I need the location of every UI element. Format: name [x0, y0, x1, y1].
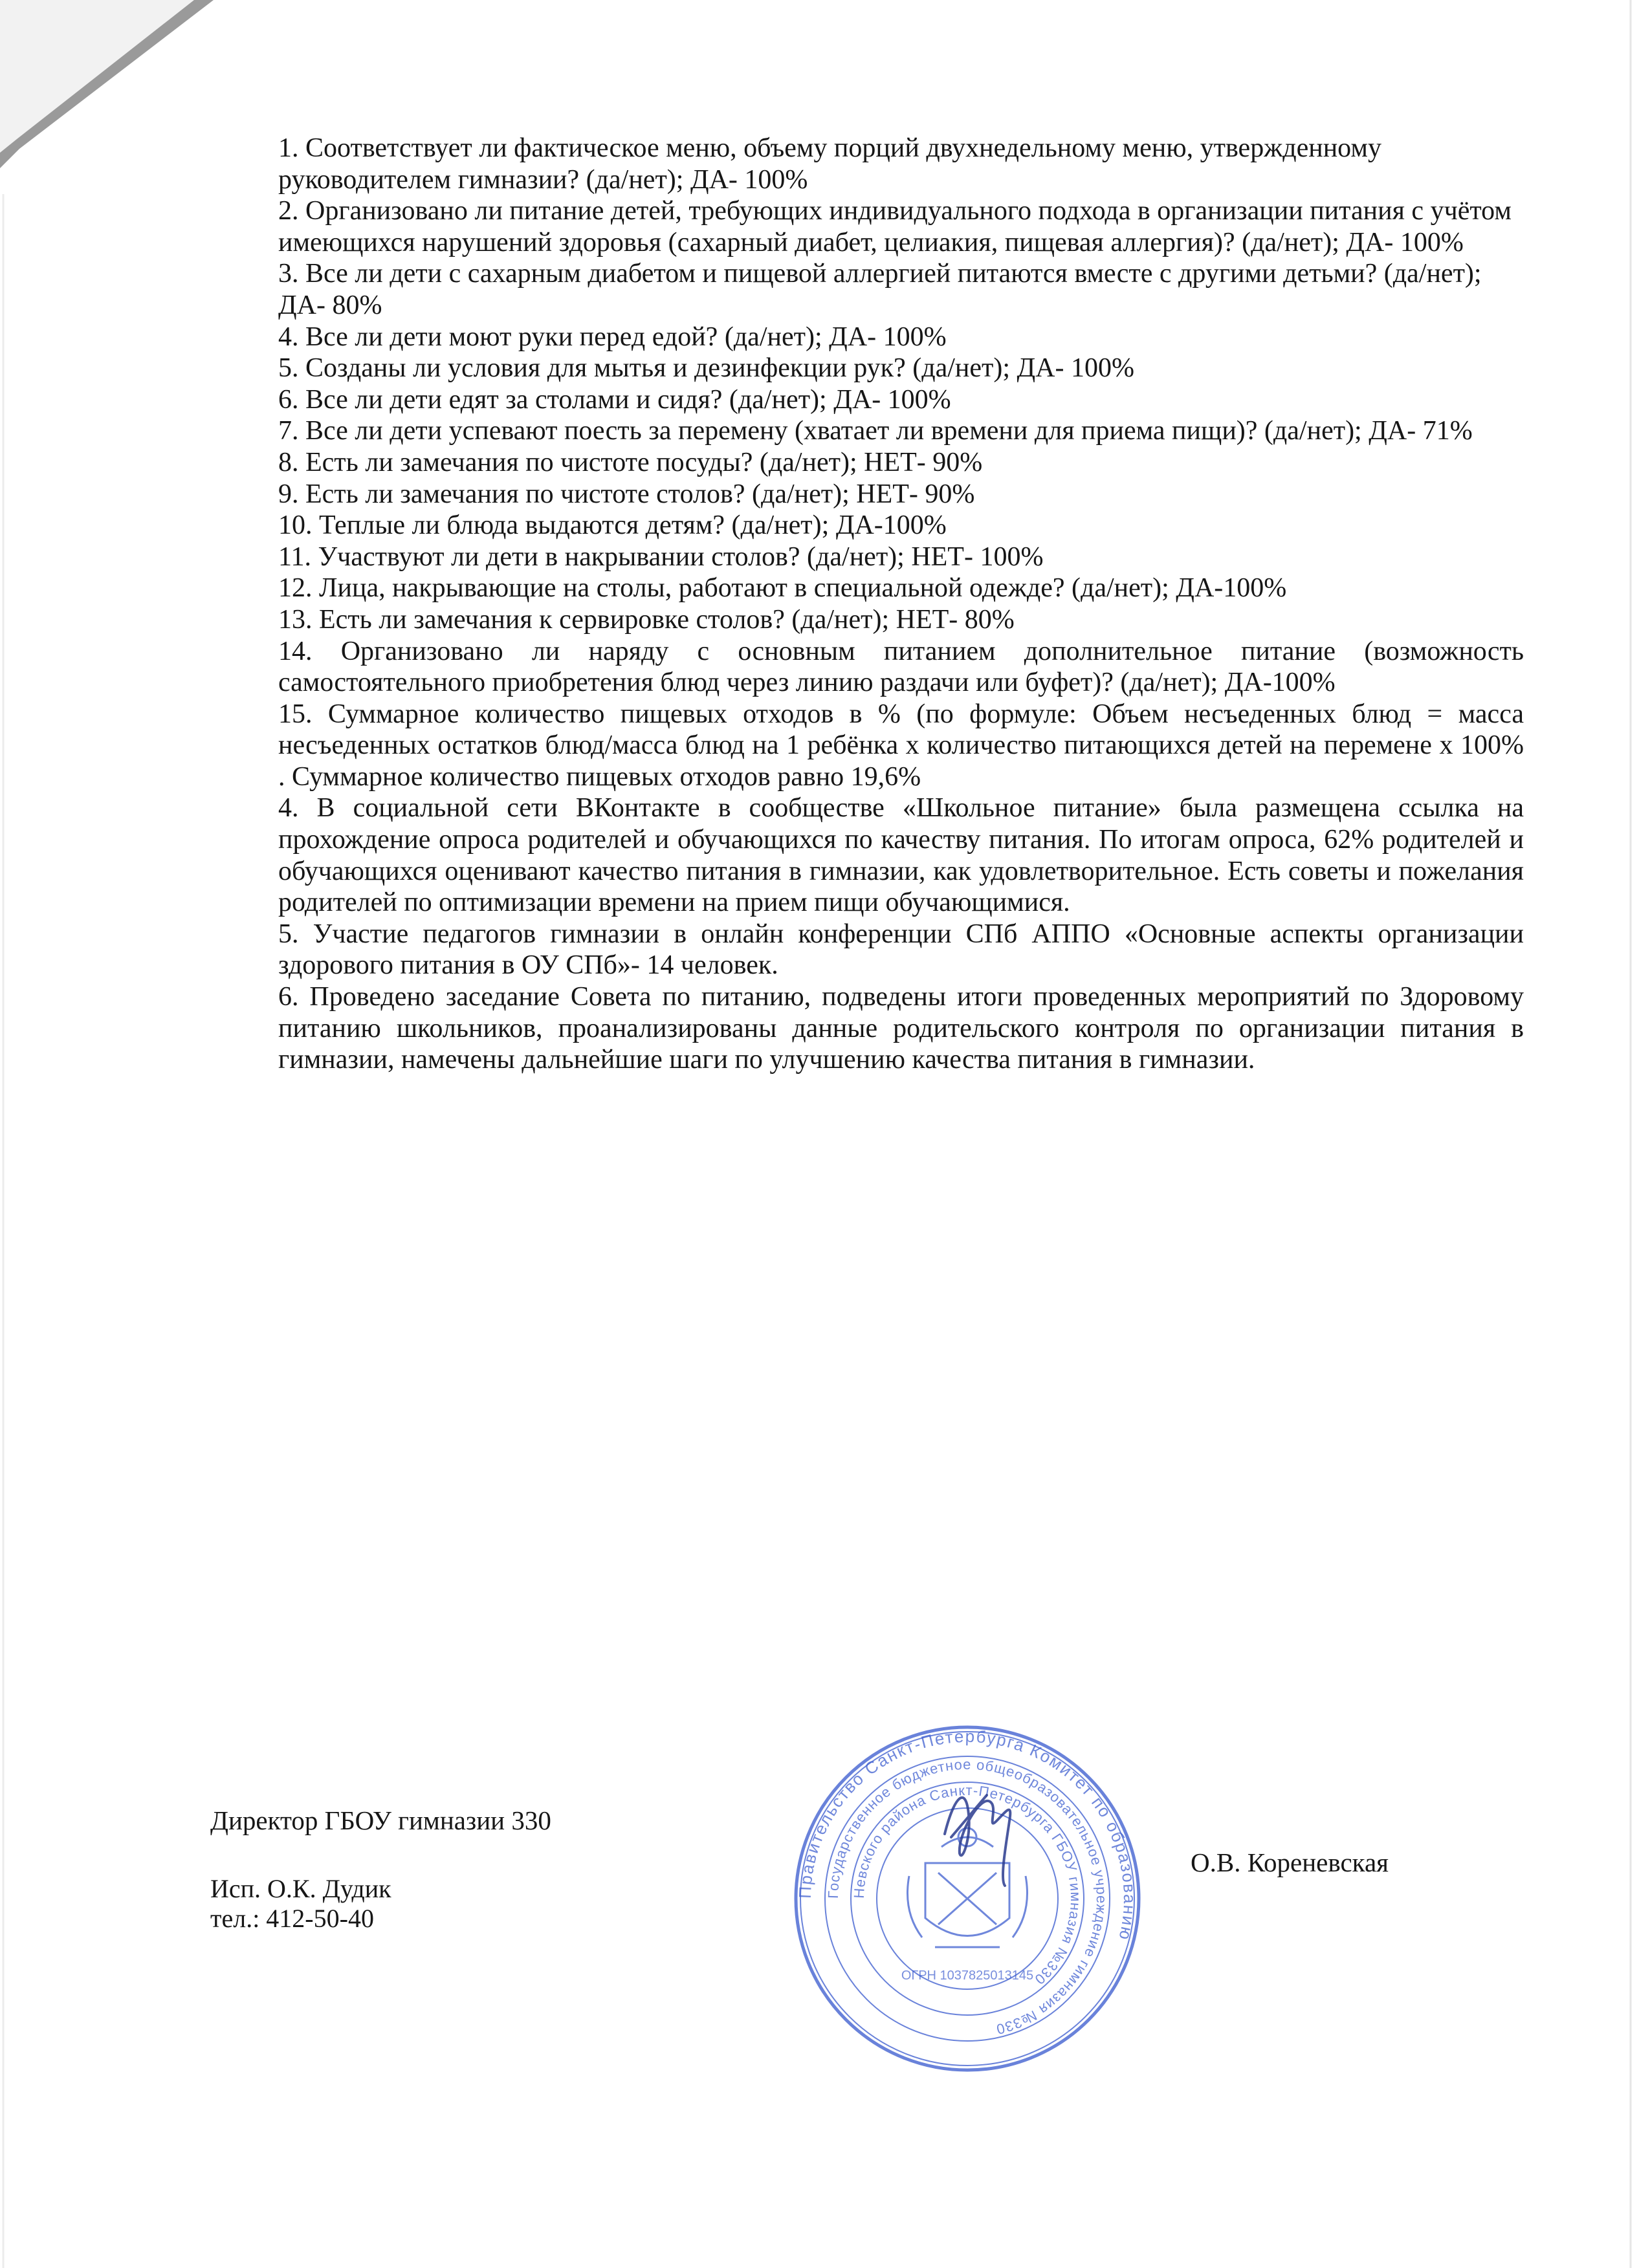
- paragraph-q11: 11. Участвуют ли дети в накрывании столов? (да/нет); НЕТ- 100%: [278, 541, 1044, 572]
- paragraph-q8: 8. Есть ли замечания по чистоте посуды? (да/нет); НЕТ- 90%: [278, 447, 983, 477]
- stamp-inner-text: Невского района Санкт-Петербурга ГБОУ гимназия №330: [850, 1782, 1084, 1989]
- stamp-middle-text: Государственное бюджетное общеобразовательное учреждение гимназия №330: [824, 1756, 1110, 2038]
- paragraph-q10: 10. Теплые ли блюда выдаются детям? (да/нет); ДА-100%: [278, 510, 947, 541]
- paragraph-q5: 5. Созданы ли условия для мытья и дезинфекции рук? (да/нет); ДА- 100%: [278, 353, 1134, 384]
- director-name: О.В. Кореневская: [1191, 1848, 1389, 1877]
- paragraph-q3: 3. Все ли дети с сахарным диабетом и пищевой аллергией питаются вместе с другими детьми? (да/нет); ДА- 80%: [278, 259, 1482, 320]
- executor-name: Исп. О.К. Дудик: [210, 1874, 391, 1903]
- paragraph-q13: 13. Есть ли замечания к сервировке столов? (да/нет); НЕТ- 80%: [278, 604, 1015, 635]
- stamp-ids-text: ОГРН 1037825013145: [901, 1968, 1034, 1983]
- paragraph-q1: 1. Соответствует ли фактическое меню, объему порций двухнедельному меню, утвержденному руководителем гимназии? (да/нет); ДА- 100%: [278, 133, 1381, 195]
- paragraph-survey: 4. В социальной сети ВКонтакте в сообществе «Школьное питание» была размещена ссылка на прохождение опроса родителей и обучающихся по качеству питания. По итогам опроса, 62% родителей и обучающихся оценивают качество питания в гимназии, как удовлетворительное. Есть советы и пожелания родителей по оптимизации времени на прием пищи обучающимися.: [278, 793, 1524, 918]
- paragraph-q7: 7. Все ли дети успевают поесть за перемену (хватает ли времени для приема пищи)? (да/нет); ДА- 71%: [278, 416, 1473, 446]
- document-body: [278, 133, 1524, 1076]
- paragraph-q14: 14. Организовано ли наряду с основным питанием дополнительное питание (возможность самостоятельного приобретения блюд через линию раздачи или буфет)? (да/нет); ДА-100%: [278, 636, 1524, 698]
- executor-phone: тел.: 412-50-40: [210, 1904, 374, 1933]
- official-stamp: [793, 1724, 1142, 2073]
- paragraph-q15: 15. Суммарное количество пищевых отходов в % (по формуле: Объем несъеденных блюд = масса несъеденных остатков блюд/масса блюд на 1 ребёнка х количество питающихся детей на перемене х 100% . Суммарное количество пищевых отходов равно 19,6%: [278, 699, 1524, 792]
- paragraph-q12: 12. Лица, накрывающие на столы, работают в специальной одежде? (да/нет); ДА-100%: [278, 573, 1287, 604]
- paragraph-q4: 4. Все ли дети моют руки перед едой? (да/нет); ДА- 100%: [278, 322, 947, 352]
- paragraph-q2: 2. Организовано ли питание детей, требующих индивидуального подхода в организации питания с учётом имеющихся нарушений здоровья (сахарный диабет, целиакия, пищевая аллергия)? (да/нет); ДА- 100%: [278, 196, 1512, 257]
- paragraph-council: 6. Проведено заседание Совета по питанию, подведены итоги проведенных мероприятий по Здоровому питанию школьников, проанализированы данные родительского контроля по организации питания в гимназии, намечены дальнейшие шаги по улучшению качества питания в гимназии.: [278, 982, 1524, 1075]
- paragraph-q9: 9. Есть ли замечания по чистоте столов? (да/нет); НЕТ- 90%: [278, 479, 975, 509]
- paragraph-q6: 6. Все ли дети едят за столами и сидя? (да/нет); ДА- 100%: [278, 384, 951, 415]
- executor-block: [210, 1874, 391, 1934]
- paragraph-conference: 5. Участие педагогов гимназии в онлайн конференции СПб АППО «Основные аспекты организации здорового питания в ОУ СПб»- 14 человек.: [278, 919, 1524, 981]
- director-title: Директор ГБОУ гимназии 330: [210, 1805, 551, 1835]
- stamp-outer-text: Правительство Санкт-Петербурга Комитет по образованию: [795, 1726, 1140, 1943]
